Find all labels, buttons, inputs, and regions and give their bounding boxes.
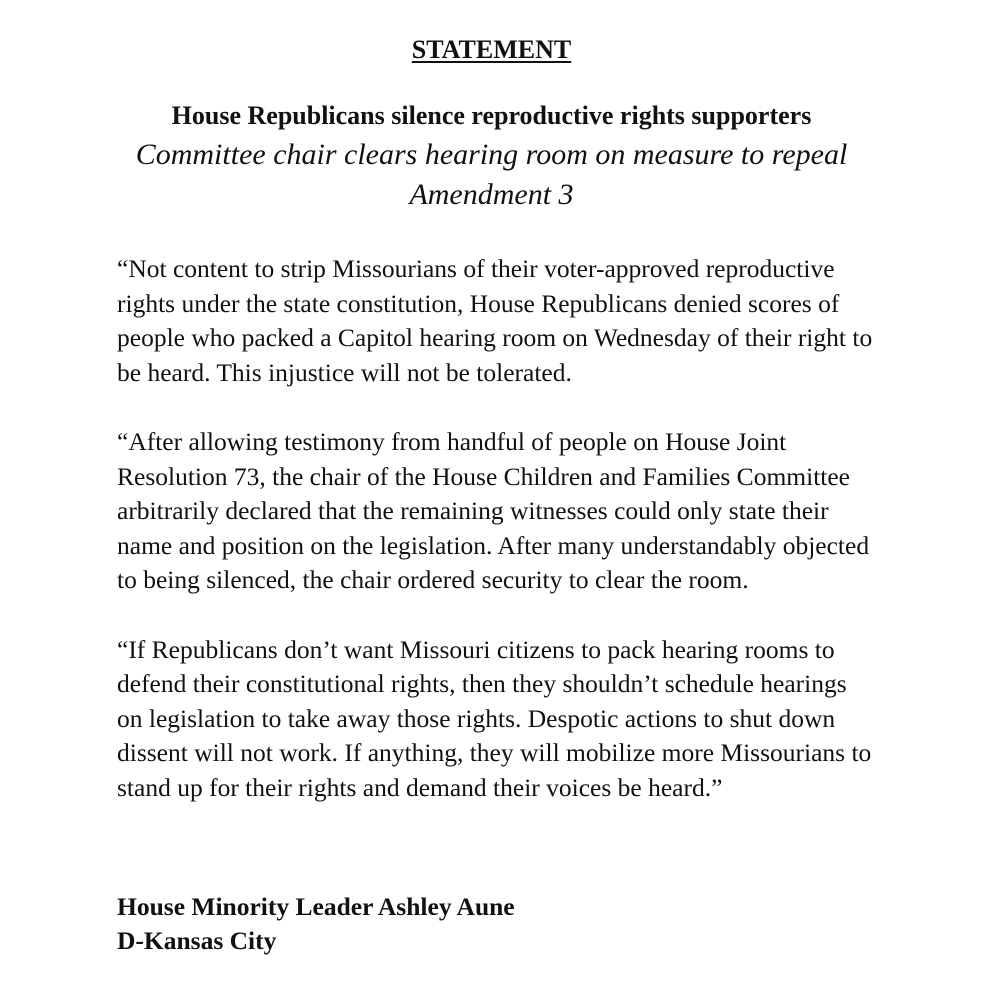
statement-body: [117, 252, 877, 806]
signature-district: D-Kansas City: [117, 926, 277, 955]
signature-block: [117, 890, 515, 958]
statement-paragraph-2: “After allowing testimony from handful of people on House Joint Resolution 73, the chair of the House Children and Families Committee arbitrarily declared that the remaining witnesses could only state their name and position on the legislation. After many understandably objected to being silenced, the chair ordered security to clear the room.: [117, 426, 870, 595]
signature-name: House Minority Leader Ashley Aune: [117, 892, 515, 921]
statement-heading: STATEMENT: [411, 35, 572, 64]
statement-paragraph-3: “If Republicans don’t want Missouri citizens to pack hearing rooms to defend their constitutional rights, then they shouldn’t schedule hearings on legislation to take away those rights. Despotic actions to shut down dissent will not work. If anything, they will mobilize more Missourians to stand up for their rights and demand their voices be heard.”: [117, 634, 872, 802]
statement-headline: House Republicans silence reproductive rights supporters: [171, 101, 812, 130]
statement-paragraph-1: “Not content to strip Missourians of their voter-approved reproductive rights under the state constitution, House Republicans denied scores of people who packed a Capitol hearing room on Wednesday of their right to be heard. This injustice will not be tolerated.: [117, 254, 873, 387]
statement-subheadline: Committee chair clears hearing room on measure to repeal Amendment 3: [135, 138, 848, 211]
